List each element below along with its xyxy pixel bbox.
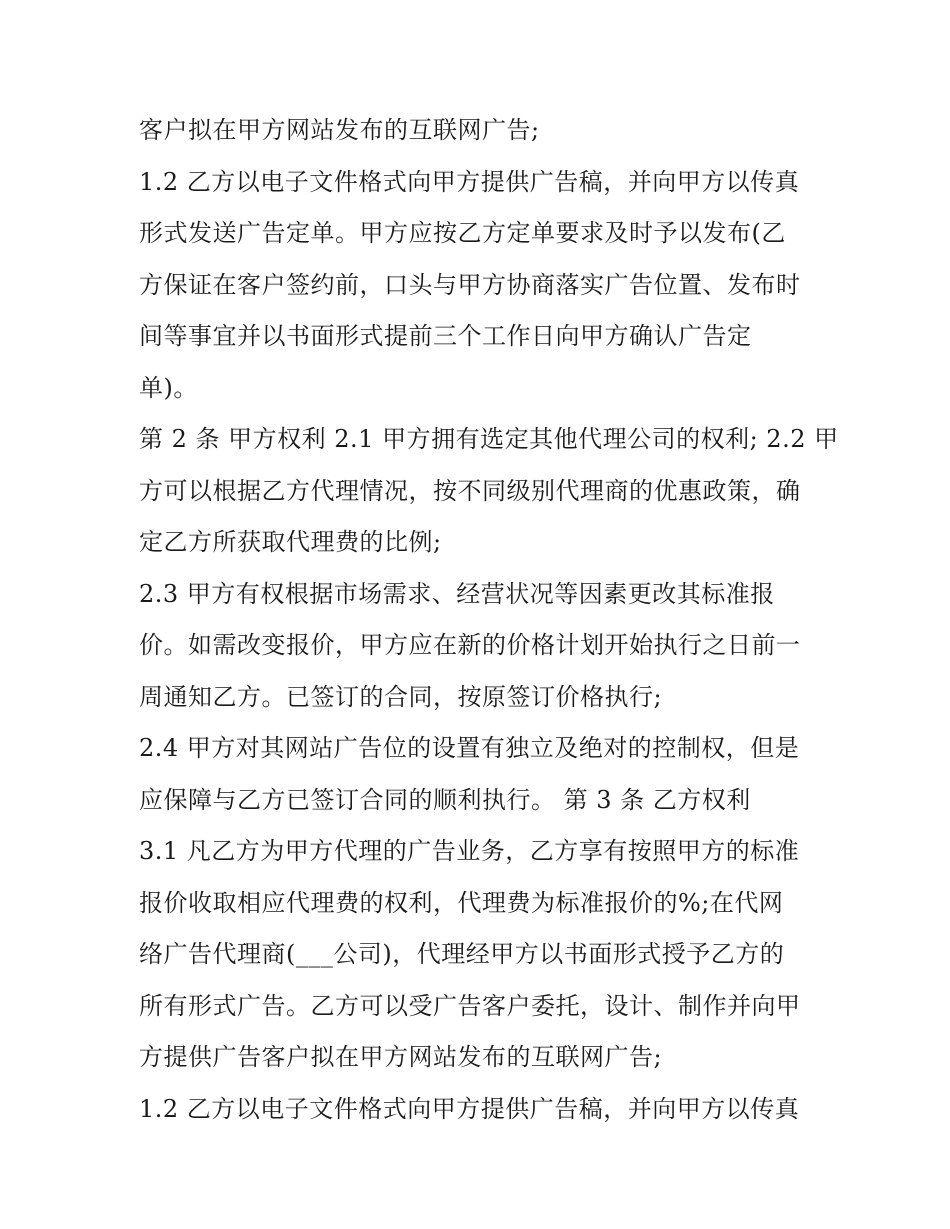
text-line: 2.4 甲方对其网站广告位的设置有独立及绝对的控制权，但是 [139, 734, 800, 762]
text-line: 所有形式广告。乙方可以受广告客户委托，设计、制作并向甲 [139, 991, 801, 1020]
text-line: 2.3 甲方有权根据市场需求、经营状况等因素更改其标准报 [139, 579, 775, 608]
text-line: 间等事宜并以书面形式提前三个工作日向甲方确认广告定 [139, 322, 752, 350]
text-line: 络广告代理商(___公司)，代理经甲方以书面形式授予乙方的 [139, 940, 785, 968]
text-line: 定乙方所获取代理费的比例; [139, 528, 442, 556]
text-line: 单)。 [139, 373, 198, 402]
text-line: 方可以根据乙方代理情况，按不同级别代理商的优惠政策，确 [139, 476, 801, 505]
text-line: 方提供广告客户拟在甲方网站发布的互联网广告; [139, 1043, 663, 1071]
text-line: 1.2 乙方以电子文件格式向甲方提供广告稿，并向甲方以传真 [139, 1094, 800, 1123]
contract-body-text [139, 105, 839, 1135]
text-line: 客户拟在甲方网站发布的互联网广告; [139, 116, 540, 144]
text-line: 周通知乙方。已签订的合同，按原签订价格执行; [139, 682, 663, 711]
text-line: 3.1 凡乙方为甲方代理的广告业务，乙方享有按照甲方的标准 [139, 837, 800, 865]
text-line: 第 2 条 甲方权利 2.1 甲方拥有选定其他代理公司的权利; 2.2 甲 [139, 425, 839, 453]
text-line: 1.2 乙方以电子文件格式向甲方提供广告稿，并向甲方以传真 [139, 167, 800, 196]
text-line: 形式发送广告定单。甲方应按乙方定单要求及时予以发布(乙 [139, 219, 786, 247]
text-line: 报价收取相应代理费的权利，代理费为标准报价的%;在代网 [139, 888, 784, 917]
text-line: 价。如需改变报价，甲方应在新的价格计划开始执行之日前一 [139, 631, 801, 659]
text-line: 应保障与乙方已签订合同的顺利执行。 第 3 条 乙方权利 [139, 785, 751, 814]
text-line: 方保证在客户签约前，口头与甲方协商落实广告位置、发布时 [139, 270, 801, 299]
